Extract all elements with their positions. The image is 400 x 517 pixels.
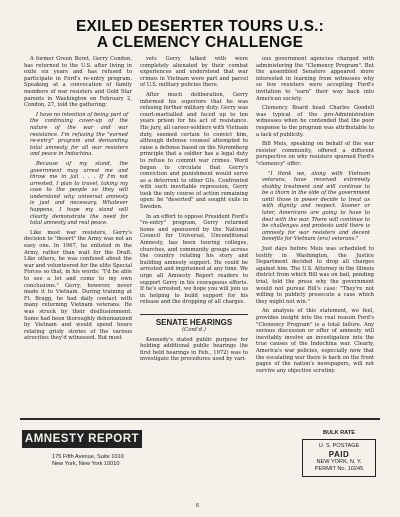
article-column-2-body	[140, 56, 248, 306]
page-number: 6	[196, 503, 200, 509]
article-paragraph: In an effort to oppose President Ford's "re-entry" program, Gerry returned home and sponsored by the National Council for Universal, Unconditional Amnesty, has been touring colleges, churches, and community groups across the country relating his story and building amnesty support. He could be arrested and imprisoned at any time. We urge all Amnesty Report readers to support Gerry in his courageous efforts. If he's arrested, we hope you will join us in helping to build support for his release and the dropping of all charges.	[140, 213, 248, 306]
address-line-1: 175 Fifth Avenue, Suite 1010	[52, 454, 124, 460]
quote-paragraph: I have no intention of being part of the continuing cover-up of the nature of the war and war resistance. I'm refusing the "earned re-entry" program and demanding total amnesty for all war resisters and peace in Indochina.	[30, 111, 128, 158]
article-paragraph: After much deliberation, Gerry informed his superiors that he was refusing further military duty. Gerry was court-martialled and faced up to ten years prison for his act of resistance. His jury, all career-soldiers with Vietnam duty, seemed certain to convict him, although defense counsel attempted to raise a defense based on the Nuremberg principle that a soldier has a legal duty to refuse to commit war crimes. Word began to circulate that Gerry's conviction and punishment would serve as a deterrent to other GIs. Confronted with such inevitable repression, Gerry took the only course of action remaining open: he "deserted" and sought exile in Sweden.	[140, 91, 248, 211]
quote-paragraph: Because of my stand, the government may arrest me and throw me in jail . . . If I'm not arrested, I plan to travel, taking my case to the people so they will understand why universal amnesty is just and necessary. Whatever happens, I hope my stand will clearly demonstrate the need for total amnesty and real peace.	[30, 160, 128, 227]
footer-divider	[20, 418, 380, 420]
article-paragraph: An analysis of this statement, we feel, provides insight into the real reason Ford's "Clemency Program" is a total failure. Any serious discussion or offer of amnesty will inevitably involve an investigation into the true causes of the Indochina war. Clearly, America's war policies, especially now that the escalating war there is back on the front pages of the nation's newspapers, will not survive any objective scrutiny.	[256, 308, 374, 374]
headline-line-2: A CLEMENCY CHALLENGE	[96, 34, 304, 51]
postage-box	[302, 439, 376, 477]
postage-indicia	[302, 430, 376, 477]
article-column-3	[256, 56, 374, 414]
headline	[18, 19, 382, 51]
postage-line-1: U. S. POSTAGE	[318, 443, 360, 449]
article-column-2	[140, 56, 248, 414]
postage-permit: PERMIT No. 10245	[314, 466, 364, 472]
article-paragraph: Kennedy's stated public purpose for holding additional public hearings (he first held hearings in Feb., 1972) was to investigate the procedures used by vari-	[140, 336, 248, 363]
article-paragraph: Bill Meis, speaking on behalf of the war resister community, offered a different perspective on why resisters spurned Ford's "clemency" offer:	[256, 141, 374, 167]
senate-hearings-heading: SENATE HEARINGS	[140, 314, 248, 327]
article-paragraph: Just days before Meis was scheduled to testify in Washington, the Justice Department decided to drop all charges against him. The U.S. Attorney in the Illinois district from which Bill was on bail, pending trial, told the press why the government would not pursue Bill's case: "They're not willing to publicly prosecute a case which they might not win."	[256, 246, 374, 305]
mailing-address	[52, 454, 124, 468]
bulk-rate-label: BULK RATE	[323, 430, 355, 436]
article-paragraph: vets Gerry talked with were completely alienated by their combat experiences and understood that war crimes in Vietnam were part and parcel of U.S. military policies there.	[140, 56, 248, 89]
article-paragraph: Like most war resisters, Gerry's decision to "desert" the Army was not an easy one. In 1967, he enlisted in the Army, rather than wait for the Draft. Like others, he was confused about the war and volunteered for the elite Special Forces so that, in his words: "I'd be able to see a lot and come to my own conclusions." Gerry, however, never made it to Vietnam. During training at Ft. Bragg, he had daily contact with many returning Vietnam veterans. He was struck by their disillusionment. Some had been thoroughly dehumanized by Vietnam and would spend hours relating grisly stories of the various atrocities they'd witnessed. But most	[24, 229, 132, 342]
amnesty-report-logo: AMNESTY REPORT	[22, 430, 142, 448]
address-line-2: New York, New York 10010	[52, 461, 120, 467]
article-paragraph: A former Green Beret, Gerry Condon, has returned to the U.S. after living in exile six years and has refused to participate in Ford's re-entry program. Speaking at a convocation of family members of war resisters and Gold Star parents in Washington on February 2, Condon, 27, told the gathering:	[24, 56, 132, 109]
postage-paid: PAID	[328, 450, 350, 459]
article-paragraph: Clemency Board head Charles Goodell was typical of the pro-Administration witnesses when he contended that the poor response to the program was attributable to a lack of publicity.	[256, 105, 374, 138]
quote-paragraph: "I think we, along with Vietnam veterans, have received extremely shabby treatment and will continue to be a thorn in the side of the government until those in power decide to treat us with dignity and respect. Sooner or later, Americans are going to have to deal with the war. There will continue to be challenges and protests until there is amnesty for war resisters and decent benefits for Vietnam (era) veterans."	[262, 170, 370, 243]
postage-city: NEW YORK, N. Y.	[316, 459, 362, 465]
senate-hearings-subheading: (Cont'd.)	[182, 326, 206, 333]
article-column-1	[24, 56, 132, 414]
senate-hearings-body	[140, 337, 248, 363]
headline-line-1: EXILED DESERTER TOURS U.S.:	[76, 18, 324, 35]
article-paragraph: ous government agencies charged with administering the "Clemency Program". But the assembled Senators appeared more interested in learning from witnesses why so few resisters were accepting Ford's invitation to "earn" their way back into American society.	[256, 56, 374, 102]
